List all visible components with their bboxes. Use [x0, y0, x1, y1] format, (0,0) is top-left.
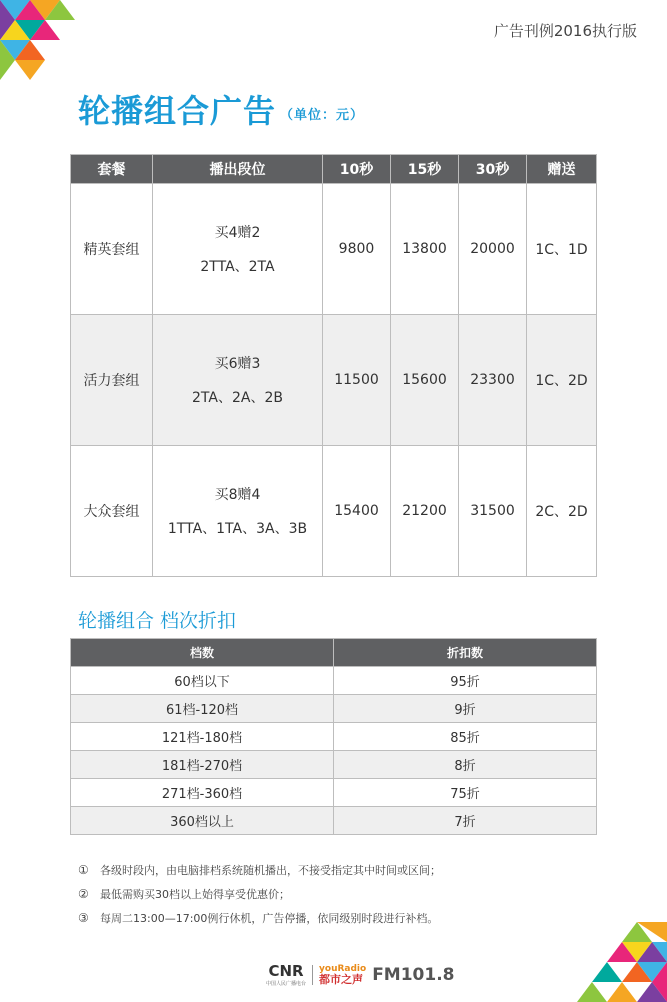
- discount-rate: 85折: [334, 723, 597, 751]
- note-text: 各级时段内，由电脑排档系统随机播出，不接受指定其中时间或区间；: [100, 864, 441, 877]
- discount-section-title: 轮播组合 档次折扣: [78, 610, 237, 632]
- discount-range: 181档-270档: [71, 751, 334, 779]
- col-header-slots: 播出段位: [153, 155, 323, 184]
- price-10s: 15400: [323, 446, 391, 577]
- footer-logos: [266, 962, 455, 987]
- note-text: 每周二13:00—17:00例行休机，广告停播，依同级别时段进行补档。: [100, 912, 439, 925]
- youradio-logo: [319, 964, 366, 986]
- package-slots-cell: [153, 446, 323, 577]
- youradio-logo-text: youRadio: [319, 963, 367, 974]
- fm-frequency: FM101.8: [372, 964, 455, 985]
- table-row: [71, 667, 597, 695]
- note-text: 最低需购买30档以上始得享受优惠价；: [100, 888, 290, 901]
- package-slots: 2TTA、2TA: [200, 259, 275, 275]
- package-deal: 买4赠2: [214, 225, 261, 241]
- col-header-range: 档数: [71, 639, 334, 667]
- notes-list: [78, 858, 441, 930]
- page-title-text: 轮播组合广告: [78, 92, 277, 130]
- discount-rate: 9折: [334, 695, 597, 723]
- discount-rate: 7折: [334, 807, 597, 835]
- note-number: ②: [78, 887, 89, 901]
- package-slots: 1TTA、1TA、3A、3B: [167, 521, 308, 537]
- discount-range: 61档-120档: [71, 695, 334, 723]
- package-table-header: [71, 155, 597, 184]
- discount-range: 60档以下: [71, 667, 334, 695]
- col-header-15s: 15秒: [391, 155, 459, 184]
- col-header-gift: 赠送: [527, 155, 597, 184]
- table-row: [71, 807, 597, 835]
- footer-divider: [312, 965, 313, 985]
- discount-rate: 75折: [334, 779, 597, 807]
- price-10s: 9800: [323, 184, 391, 315]
- price-30s: 20000: [459, 184, 527, 315]
- package-name: 大众套组: [71, 446, 153, 577]
- discount-range: 271档-360档: [71, 779, 334, 807]
- table-row: [71, 723, 597, 751]
- col-header-package: 套餐: [71, 155, 153, 184]
- gift: 1C、2D: [527, 315, 597, 446]
- discount-rate: 95折: [334, 667, 597, 695]
- package-slots: 2TA、2A、2B: [192, 390, 283, 406]
- edition-label: 广告刊例2016执行版: [493, 22, 637, 40]
- package-slots-cell: [153, 315, 323, 446]
- note-number: ③: [78, 911, 89, 925]
- discount-table: [70, 638, 597, 835]
- table-row: [71, 184, 597, 315]
- discount-rate: 8折: [334, 751, 597, 779]
- package-name: 活力套组: [71, 315, 153, 446]
- price-10s: 11500: [323, 315, 391, 446]
- package-name: 精英套组: [71, 184, 153, 315]
- discount-range: 121档-180档: [71, 723, 334, 751]
- station-name: 都市之声: [319, 972, 364, 986]
- gift: 1C、1D: [527, 184, 597, 315]
- discount-table-header: [71, 639, 597, 667]
- cnr-logo-subtext: 中国人民广播电台: [266, 981, 307, 987]
- cnr-logo-text: CNR: [268, 962, 304, 980]
- table-row: [71, 695, 597, 723]
- package-table: [70, 154, 597, 577]
- table-row: [71, 315, 597, 446]
- note-number: ①: [78, 863, 89, 877]
- table-row: [71, 751, 597, 779]
- list-item: [78, 906, 441, 930]
- price-15s: 15600: [391, 315, 459, 446]
- decorative-triangles-top-left: [0, 0, 90, 80]
- price-30s: 23300: [459, 315, 527, 446]
- discount-range: 360档以上: [71, 807, 334, 835]
- package-deal: 买8赠4: [214, 487, 261, 503]
- table-row: [71, 779, 597, 807]
- table-row: [71, 446, 597, 577]
- col-header-rate: 折扣数: [334, 639, 597, 667]
- price-15s: 13800: [391, 184, 459, 315]
- unit-label: （单位：元）: [280, 107, 365, 123]
- decorative-triangles-bottom-right: [577, 922, 667, 1002]
- package-slots-cell: [153, 184, 323, 315]
- list-item: [78, 882, 441, 906]
- package-deal: 买6赠3: [214, 356, 261, 372]
- price-15s: 21200: [391, 446, 459, 577]
- price-30s: 31500: [459, 446, 527, 577]
- page-title: [78, 86, 364, 132]
- gift: 2C、2D: [527, 446, 597, 577]
- col-header-10s: 10秒: [323, 155, 391, 184]
- cnr-logo: [266, 962, 306, 987]
- col-header-30s: 30秒: [459, 155, 527, 184]
- list-item: [78, 858, 441, 882]
